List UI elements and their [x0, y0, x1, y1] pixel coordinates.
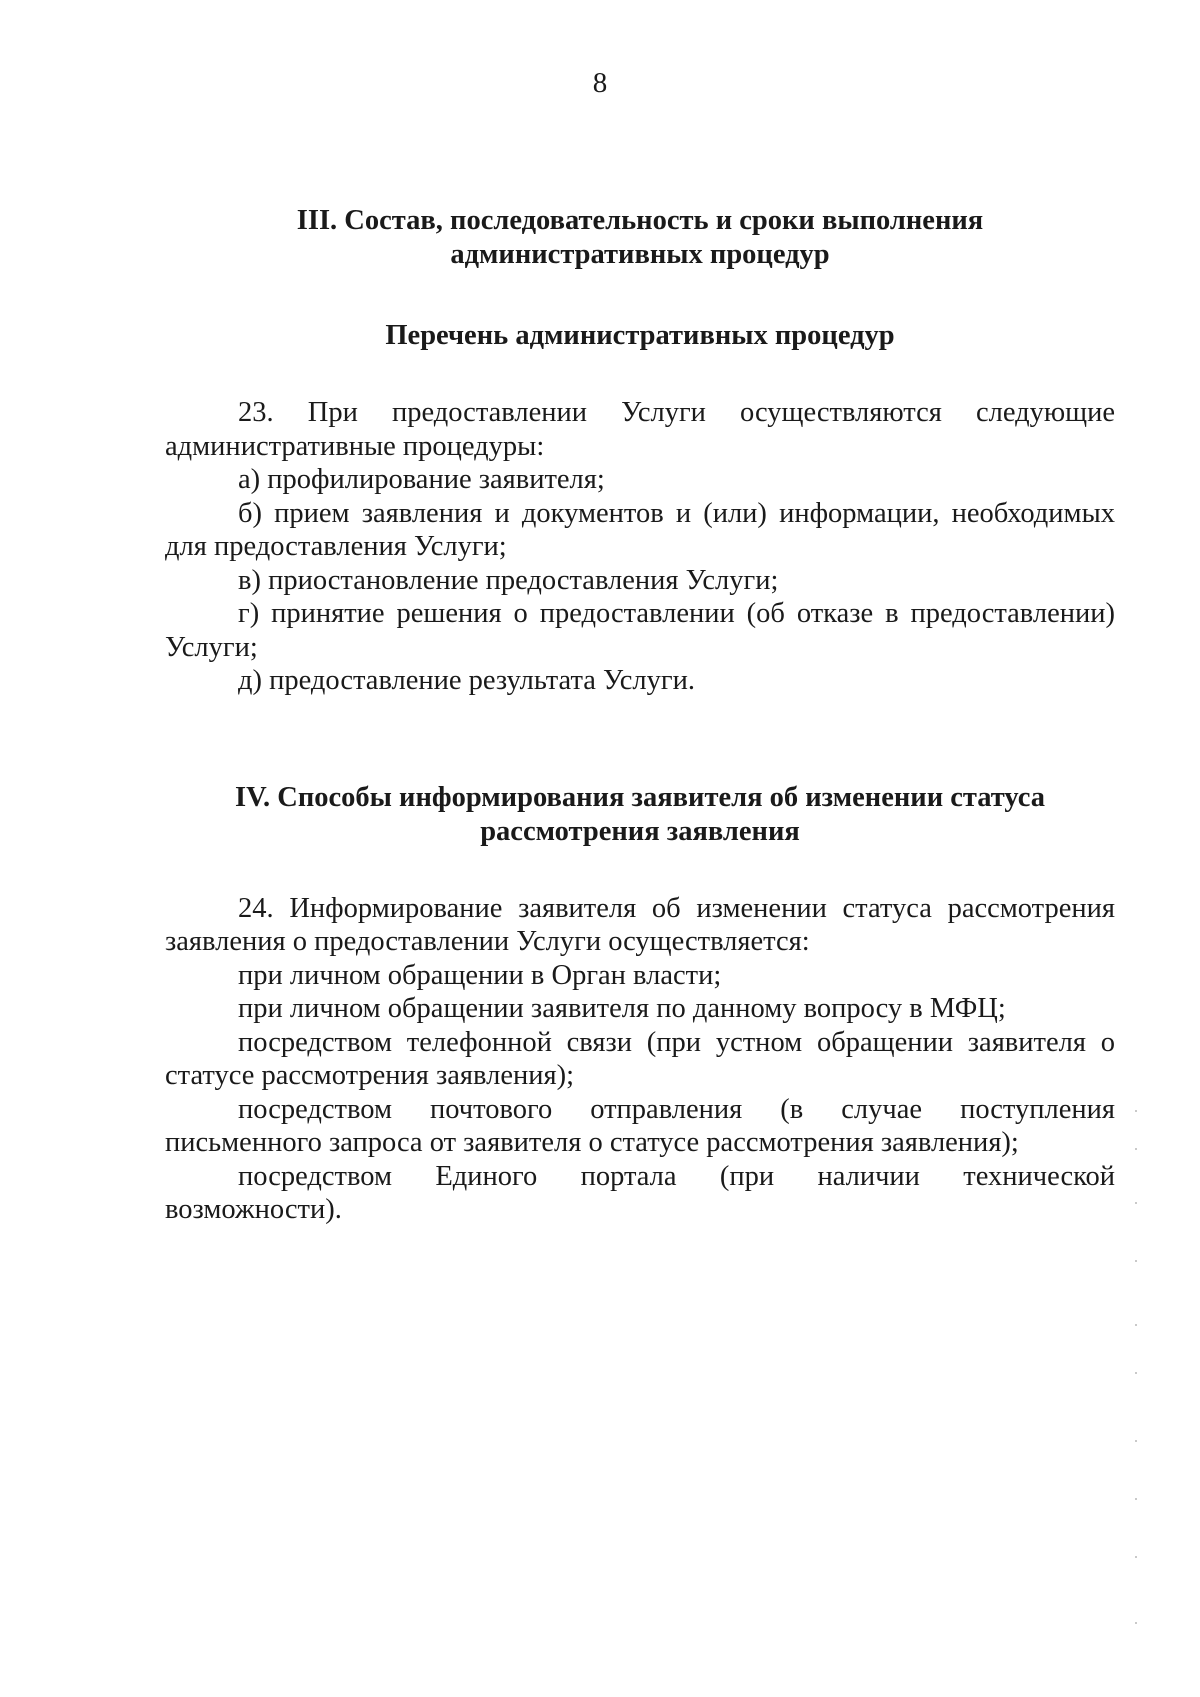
list-item-g: г) принятие решения о предоставлении (об отказе в предоставлении) Услуги; — [165, 598, 1115, 663]
section-3-heading — [165, 204, 1115, 272]
list-item-v: в) приостановление предоставления Услуги; — [238, 564, 779, 596]
page-number: 8 — [592, 67, 608, 99]
method-unified-portal: посредством Единого портала (при наличии технической возможности). — [165, 1160, 1115, 1225]
scan-edge-specks — [1135, 1110, 1138, 1670]
method-postal: посредством почтового отправления (в случае поступления письменного запроса от заявителя о статусе рассмотрения заявления); — [165, 1093, 1115, 1158]
paragraph-24: 24. Информирование заявителя об изменении статуса рассмотрения заявления о предоставлении Услуги осуществляется: — [165, 892, 1115, 957]
method-in-person-mfc: при личном обращении заявителя по данному вопросу в МФЦ; — [238, 993, 1006, 1024]
section-4-heading-line-2: рассмотрения заявления — [480, 815, 800, 847]
list-item-b: б) прием заявления и документов и (или) информации, необходимых для предоставления Услуги; — [165, 497, 1115, 562]
list-item-d: д) предоставление результата Услуги. — [238, 665, 695, 696]
method-telephone: посредством телефонной связи (при устном обращении заявителя о статусе рассмотрения заявления); — [165, 1026, 1115, 1091]
section-4-heading-line-1: IV. Способы информирования заявителя об изменении статуса — [235, 781, 1045, 813]
section-3-subheading: Перечень административных процедур — [385, 320, 895, 351]
paragraph-23: 23. При предоставлении Услуги осуществляются следующие административные процедуры: — [165, 397, 1115, 462]
method-in-person-authority: при личном обращении в Орган власти; — [238, 959, 722, 991]
section-3-heading-line-2: административных процедур — [450, 239, 830, 270]
list-item-a: а) профилирование заявителя; — [238, 464, 605, 495]
section-4-heading — [165, 781, 1115, 849]
document-body — [165, 204, 1115, 1227]
section-3-heading-line-1: III. Состав, последовательность и сроки выполнения — [296, 205, 984, 236]
